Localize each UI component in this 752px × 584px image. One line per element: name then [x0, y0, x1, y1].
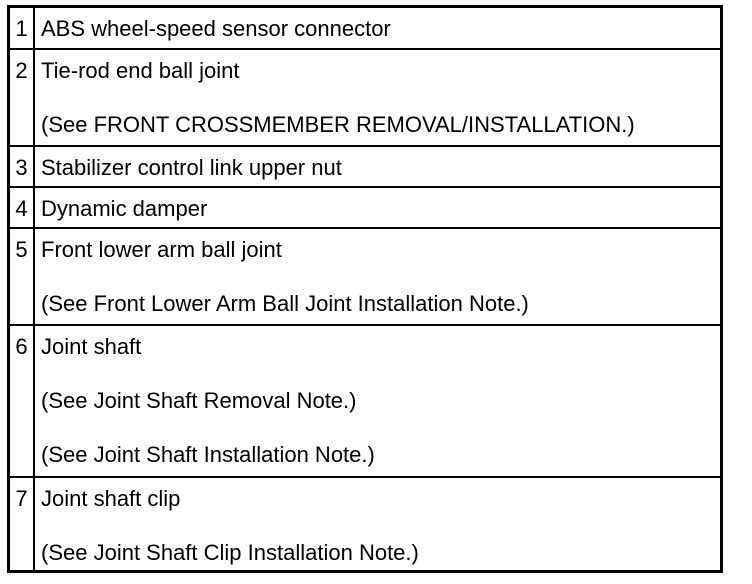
item-reference-note: (See Joint Shaft Installation Note.) [41, 441, 375, 467]
item-reference-note: (See FRONT CROSSMEMBER REMOVAL/INSTALLATION.) [41, 111, 635, 137]
item-description [34, 146, 722, 187]
table-row [9, 49, 722, 146]
item-description [34, 187, 722, 228]
item-number: 4 [9, 187, 35, 228]
item-description [34, 7, 722, 49]
item-name: Tie-rod end ball joint [41, 57, 240, 83]
table-row [9, 187, 722, 228]
item-description [34, 49, 722, 146]
item-description [34, 228, 722, 325]
item-number: 6 [9, 325, 35, 477]
table-row [9, 228, 722, 325]
item-name: Joint shaft clip [41, 485, 181, 511]
removal-parts-table [7, 5, 723, 573]
item-name: Dynamic damper [41, 195, 208, 221]
table-row [9, 477, 722, 572]
table-row [9, 7, 722, 49]
table-row [9, 146, 722, 187]
table-row [9, 325, 722, 477]
item-name: Stabilizer control link upper nut [41, 154, 342, 180]
item-reference-note: (See Front Lower Arm Ball Joint Installation Note.) [41, 290, 529, 316]
item-number: 3 [9, 146, 35, 187]
item-description [34, 325, 722, 477]
item-description [34, 477, 722, 572]
item-number: 2 [9, 49, 35, 146]
item-number: 5 [9, 228, 35, 325]
item-name: ABS wheel-speed sensor connector [41, 16, 391, 41]
item-name: Joint shaft [41, 333, 142, 359]
item-reference-note: (See Joint Shaft Removal Note.) [41, 387, 357, 413]
item-reference-note: (See Joint Shaft Clip Installation Note.) [41, 539, 419, 565]
item-number: 1 [9, 7, 35, 49]
item-number: 7 [9, 477, 35, 572]
item-name: Front lower arm ball joint [41, 236, 282, 262]
